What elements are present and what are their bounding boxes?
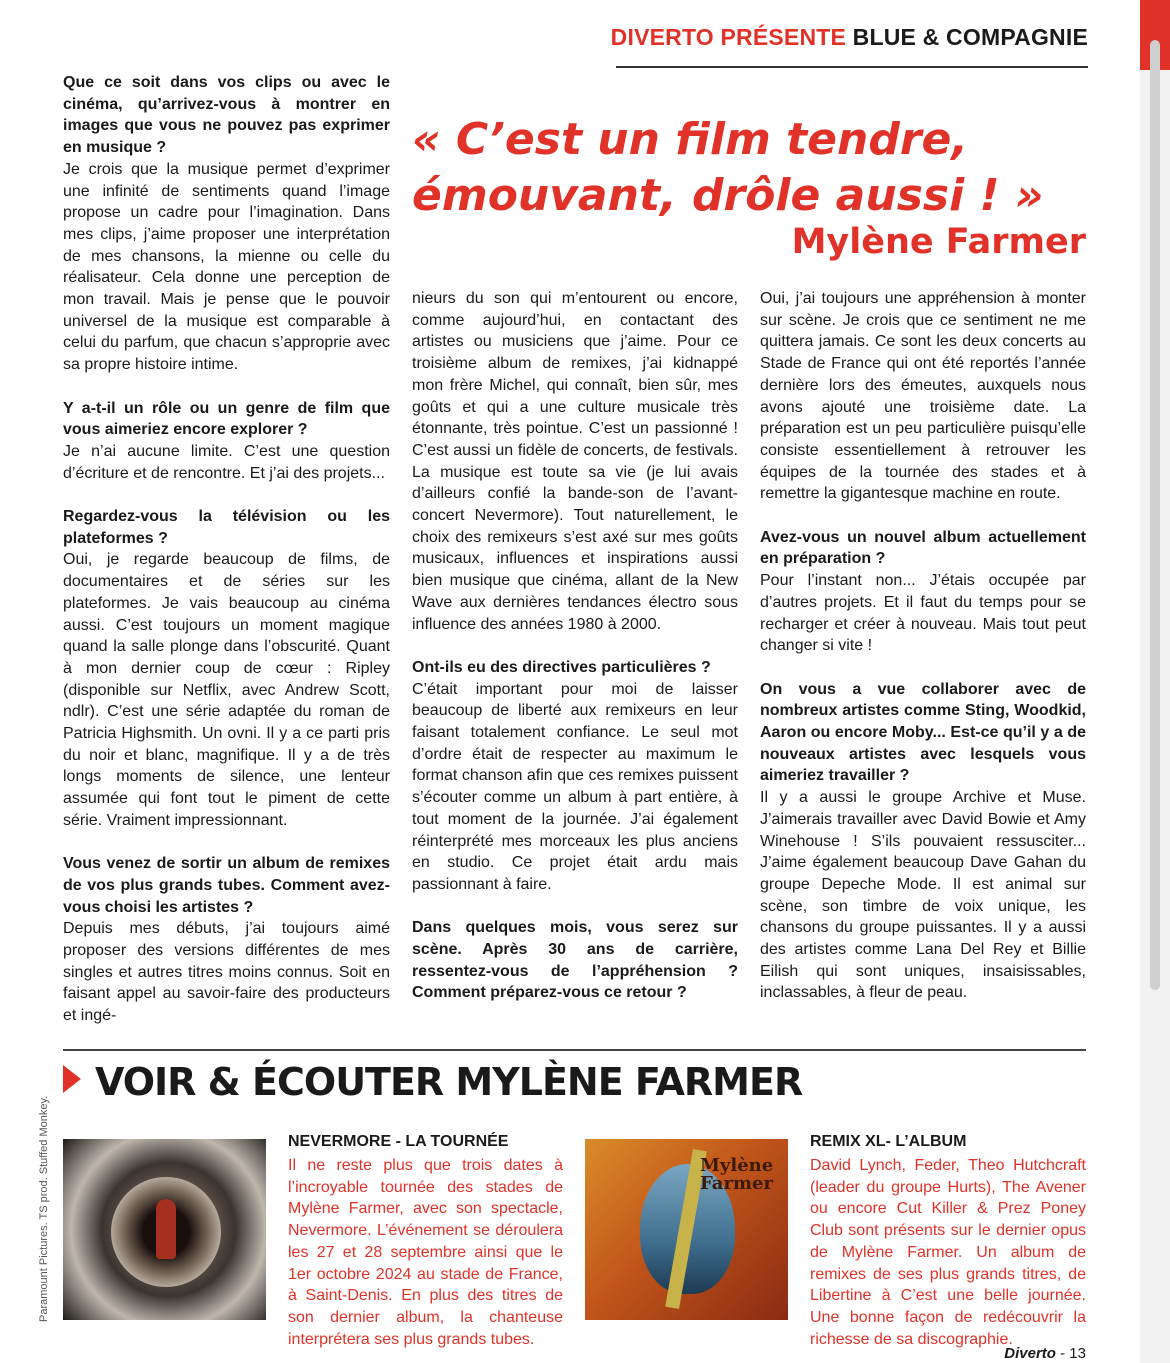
- qa-block: [63, 72, 390, 376]
- header-divider: [616, 66, 1088, 68]
- qa-block: [63, 506, 390, 832]
- answer: C’était important pour moi de laisser beaucoup de liberté aux remixeurs en leur faisant totalement confiance. Le seul mot d’ordre était de respecter au maximum le format chanson afin que ces remixes puissent s’écouter comme un album à part entière, à tout moment de la journée. J’ai également réinterprété mes morceaux les plus anciens en studio. Ce projet était ardu mais passionnant à faire.: [412, 680, 738, 893]
- qa-block: [63, 398, 390, 485]
- album-cover-logo: Mylène Farmer: [700, 1155, 774, 1194]
- answer: Je crois que la musique permet d’exprimer une infinité de sentiments quand l’image propose un cadre pour l’imagination. Dans mes clips, j’aime proposer une interprétation de mes chansons, la mienne ou celle du réalisateur. Cela donne une perception de mon travail. Mais je pense que le pouvoir universel de la musique est comparable à celui du parfum, que chacun s’approprie avec sa propre histoire intime.: [63, 160, 390, 374]
- question: Y a-t-il un rôle ou un genre de film que vous aimeriez encore explorer ?: [63, 399, 390, 439]
- tour-photo: [63, 1139, 266, 1320]
- qa-block: [63, 853, 390, 1027]
- answer: Oui, je regarde beaucoup de films, de documentaires et de séries sur les plateformes. Je vais beaucoup au cinéma aussi. C’est toujours un moment magique quand la salle plonge dans l’obscurité. Quant à mon dernier coup de cœur : Ripley (disponible sur Netflix, avec Andrew Scott, ndlr). C’est une série adaptée du roman de Patricia Highsmith. Un ovni. Il y a ce parti pris du noir et blanc, magnifique. Il y a de très longs moments de silence, une lenteur assumée qui font tout le piment de cette série. Vraiment impressionnant.: [63, 551, 390, 829]
- article-column-3: [760, 288, 1086, 1026]
- header-prefix: DIVERTO PRÉSENTE: [610, 24, 847, 50]
- question: Regardez-vous la télévision ou les plateformes ?: [63, 508, 390, 547]
- qa-block: [412, 657, 738, 896]
- question: On vous a vue collaborer avec de nombreux artistes comme Sting, Woodkid, Aaron ou encore Moby... Est-ce qu’il y a de nouveaux artistes avec lesquels vous aimeriez travailler ?: [760, 680, 1086, 785]
- pull-quote: « C’est un film tendre, émouvant, drôle aussi ! »: [412, 114, 1044, 221]
- album-cover: [585, 1139, 788, 1320]
- question: Que ce soit dans vos clips ou avec le cinéma, qu’arrivez-vous à montrer en images que vous ne pouvez pas exprimer en musique ?: [63, 74, 390, 157]
- album-title: REMIX XL- L’ALBUM: [810, 1133, 967, 1150]
- section-divider: [63, 1049, 1086, 1051]
- footer-brand: Diverto: [1004, 1345, 1056, 1362]
- right-edge-strip: [1140, 0, 1170, 1363]
- qa-block: [760, 679, 1086, 1005]
- qa-block: [760, 288, 1086, 505]
- qa-block: [760, 527, 1086, 657]
- page-number: - 13: [1060, 1345, 1086, 1362]
- header-title: BLUE & COMPAGNIE: [852, 24, 1088, 50]
- qa-block: [412, 288, 738, 635]
- article-column-1: [63, 72, 390, 1049]
- singer-silhouette: [156, 1199, 176, 1259]
- answer: nieurs du son qui m’entourent ou encore, comme aujourd’hui, en contactant des artistes ou musiciens que j’aime. Pour ce troisième album de remixes, j’ai kidnappé mon frère Michel, qui connaît, bien sûr, mes goûts et qui a une culture musicale très étonnante, très pointue. C’est un passionné ! C’est aussi un fidèle de concerts, de festivals. La musique est toute sa vie (je lui avais d’ailleurs confié la bande-son de l’avant-concert Nevermore). Tout naturellement, le choix des remixeurs s’est axé sur mes goûts musicaux, influences et inspirations aussi bien musique que cinéma, allant de la New Wave aux dernières tendances électro sous influence des années 1980 à 2000.: [412, 290, 738, 633]
- answer: Je n’ai aucune limite. C’est une question d’écriture et de rencontre. Et j’ai des projets...: [63, 442, 390, 482]
- page-header: [611, 24, 1088, 51]
- play-arrow-icon: [63, 1065, 81, 1093]
- section-title: [63, 1060, 802, 1104]
- article-column-2: [412, 288, 738, 1026]
- answer: Pour l’instant non... J’étais occupée par d’autres projets. Et il faut du temps pour se recharger et créer à nouveau. Mais tout peut changer si vite !: [760, 572, 1086, 655]
- scrollbar[interactable]: [1150, 40, 1160, 990]
- question: Ont-ils eu des directives particulières ?: [412, 658, 711, 676]
- question: Dans quelques mois, vous serez sur scène. Après 30 ans de carrière, ressentez-vous de l’appréhension ? Comment préparez-vous ce retour ?: [412, 919, 738, 1002]
- question: Avez-vous un nouvel album actuellement en préparation ?: [760, 528, 1086, 568]
- page-footer: [1004, 1345, 1086, 1362]
- question: Vous venez de sortir un album de remixes de vos plus grands tubes. Comment avez-vous choisi les artistes ?: [63, 855, 390, 916]
- pull-quote-author: Mylène Farmer: [791, 222, 1086, 262]
- section-title-text: VOIR & ÉCOUTER MYLÈNE FARMER: [95, 1060, 803, 1104]
- qa-block: [412, 917, 738, 1004]
- answer: Oui, j’ai toujours une appréhension à monter sur scène. Je crois que ce sentiment ne me quittera jamais. Ce sont les deux concerts au Stade de France qui ont été reportés l’année dernière lors des émeutes, auxquels nous avons ajouté une troisième date. La préparation est un peu particulière puisqu’elle consiste essentiellement à retrouver les équipes de la tournée des stades et à remettre la gigantesque machine en route.: [760, 290, 1086, 503]
- answer: Depuis mes débuts, j’ai toujours aimé proposer des versions différentes de mes singles et autres titres moins connus. Soit en faisant appel au savoir-faire des producteurs et ingé-: [63, 920, 390, 1025]
- album-text: David Lynch, Feder, Theo Hutchcraft (leader du groupe Hurts), The Avener ou encore Cut Killer & Prez Poney Club sont présents sur le dernier opus de Mylène Farmer. Un album de remixes de ses plus grands titres, de Libertine à C’est une belle journée. Une bonne façon de redécouvrir la richesse de sa discographie.: [810, 1157, 1086, 1348]
- answer: Il y a aussi le groupe Archive et Muse. J’aimerais travailler avec David Bowie et Amy Winehouse ! S’ils pouvaient ressusciter... J’aime également beaucoup Dave Gahan du groupe Depeche Mode. Il est animal sur scène, son timbre de voix unique, les chansons du groupe puissantes. Il y a aussi des artistes comme Lana Del Rey et Billie Eilish qui sont uniques, insaisissables, inclassables, à fleur de peau.: [760, 789, 1086, 1002]
- tour-title: NEVERMORE - LA TOURNÉE: [288, 1133, 509, 1150]
- photo-credit: Paramount Pictures. TS prod. Stuffed Monkey.: [38, 1095, 50, 1322]
- tour-text: Il ne reste plus que trois dates à l’incroyable tournée des stades de Mylène Farmer, avec son spectacle, Nevermore. L’événement se déroulera les 27 et 28 septembre ainsi que le 1er octobre 2024 au stade de France, à Saint-Denis. En plus des titres de son dernier album, la chanteuse interprétera ses plus grands tubes.: [288, 1157, 563, 1348]
